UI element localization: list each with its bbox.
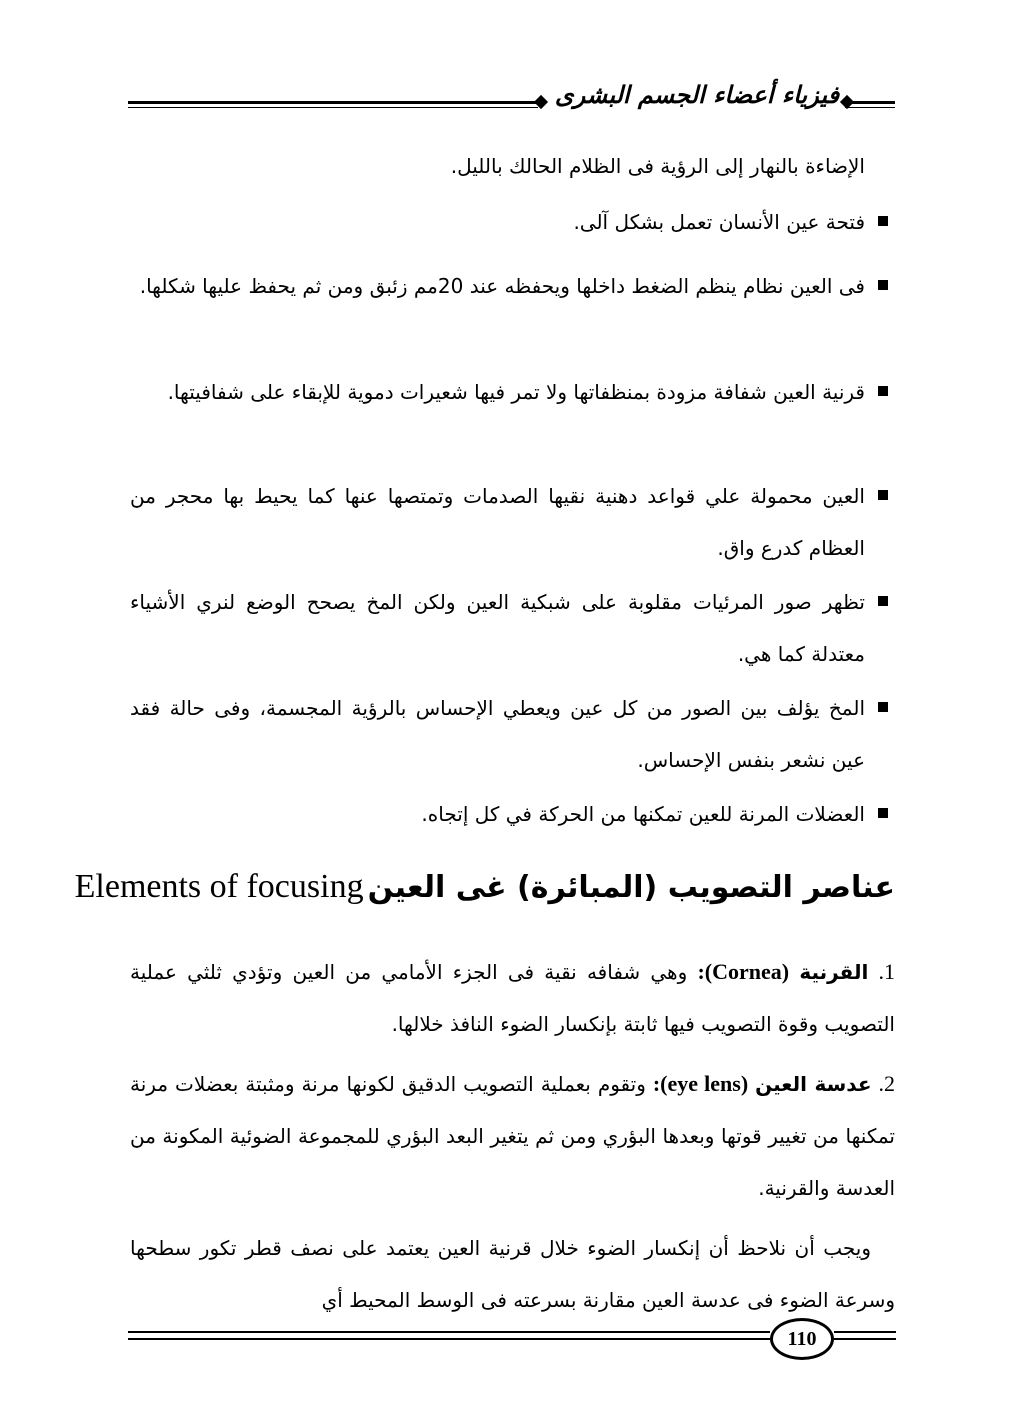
bullet-item: العين محمولة علي قواعد دهنية نقيها الصدمات وتمتصها عنها كما يحيط بها محجر من العظام كدرع واق. [130, 484, 865, 560]
item-text: وهي شفافه نقية فى الجزء الأمامي من العين وتؤدي ثلثي عملية التصويب وقوة التصويب فيها ثابتة بإنكسار الضوء النافذ خلالها. [130, 960, 895, 1036]
bullet-square-icon [878, 216, 888, 226]
page-number-badge [770, 1318, 834, 1360]
numbered-item [130, 1058, 895, 1214]
bullet-square-icon [878, 490, 888, 500]
item-term-english: (eye lens): [652, 1071, 749, 1096]
bullet-square-icon [878, 596, 888, 606]
section-heading-arabic: عناصر التصويب (المبائرة) غى العين [367, 870, 895, 905]
bullet-item: فتحة عين الأنسان تعمل بشكل آلى. [573, 210, 865, 234]
section-heading [74, 868, 895, 928]
bullet-item: تظهر صور المرئيات مقلوبة على شبكية العين ولكن المخ يصحح الوضع لنري الأشياء معتدلة كما هي. [130, 590, 865, 666]
item-text: وتقوم بعملية التصويب الدقيق لكونها مرنة ومثبتة بعضلات مرنة تمكنها من تغيير قوتها وبعدها البؤري ومن ثم يتغير البعد البؤري للمجموعة الضوئية المكونة من العدسة والقرنية. [130, 1072, 895, 1200]
closing-paragraph: ويجب أن نلاحظ أن إنكسار الضوء خلال قرنية العين يعتمد على نصف قطر تكور سطحها وسرعة الضوء فى عدسة العين مقارنة بسرعته فى الوسط المحيط أي [130, 1236, 895, 1312]
header-rule [845, 101, 895, 104]
item-term-arabic: عدسة العين [755, 1072, 872, 1096]
bullet-square-icon [878, 386, 888, 396]
item-term-english: (Cornea): [697, 959, 790, 984]
footer-rule [834, 1338, 896, 1340]
bullet-square-icon [878, 702, 888, 712]
header-rule [845, 107, 895, 108]
bullet-item: العضلات المرنة للعين تمكنها من الحركة في كل إتجاه. [421, 802, 865, 826]
numbered-item [130, 946, 895, 1050]
bullet-item: فى العين نظام ينظم الضغط داخلها ويحفظه عند 20مم زئبق ومن ثم يحفظ عليها شكلها. [139, 274, 865, 298]
item-number: 2. [878, 1071, 895, 1096]
page-number: 110 [787, 1327, 817, 1350]
bullet-item: قرنية العين شفافة مزودة بمنظفاتها ولا تمر فيها شعيرات دموية للإبقاء على شفافيتها. [167, 380, 865, 404]
header-rule [128, 107, 538, 108]
running-header-title: فيزياء أعضاء الجسم البشرى [554, 80, 840, 109]
section-heading-english: Elements of focusing [74, 868, 364, 905]
footer-rule [128, 1338, 770, 1340]
item-term-arabic: القرنية [799, 960, 869, 984]
bullet-square-icon [878, 280, 888, 290]
footer-rule [128, 1331, 770, 1333]
intro-line: الإضاءة بالنهار إلى الرؤية فى الظلام الحالك بالليل. [450, 154, 865, 178]
header-rule [128, 101, 538, 104]
bullet-square-icon [878, 808, 888, 818]
footer-rule [834, 1331, 896, 1333]
item-number: 1. [878, 959, 896, 984]
bullet-item: المخ يؤلف بين الصور من كل عين ويعطي الإحساس بالرؤية المجسمة، وفى حالة فقد عين نشعر بنفس الإحساس. [130, 696, 865, 772]
